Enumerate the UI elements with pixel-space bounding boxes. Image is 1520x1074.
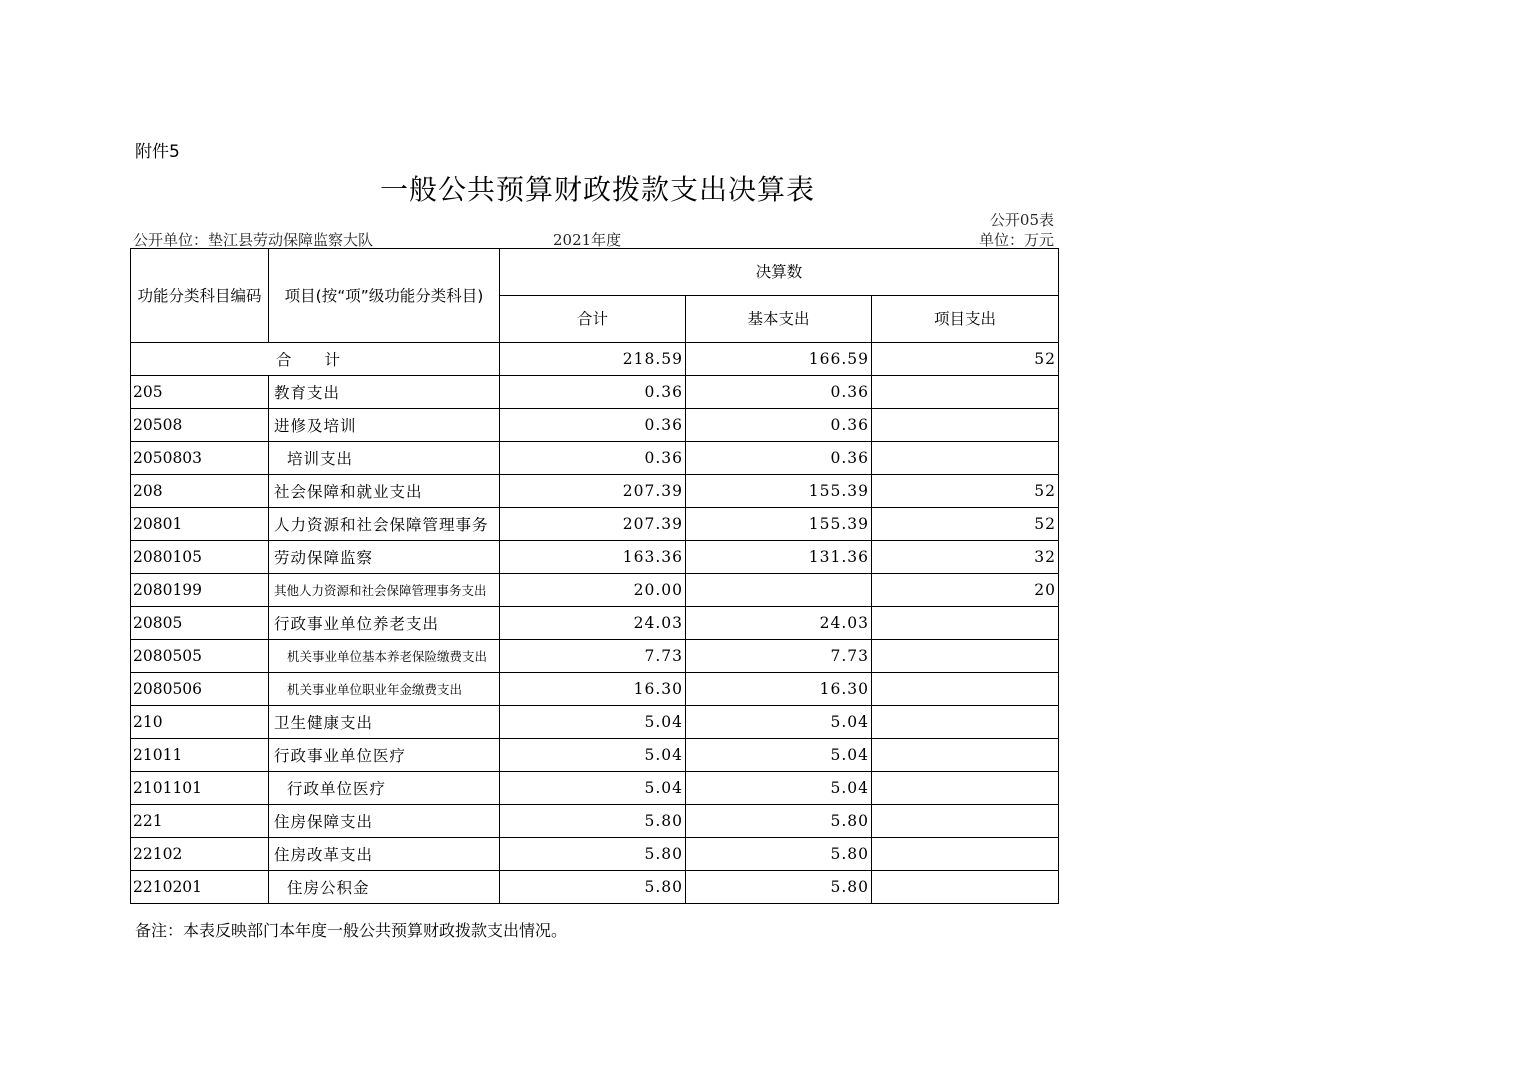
row-item-name: 劳动保障监察 — [269, 541, 500, 574]
row-code: 21011 — [131, 739, 269, 772]
row-basic — [686, 574, 872, 607]
row-item-name: 人力资源和社会保障管理事务 — [269, 508, 500, 541]
row-basic: 16.30 — [686, 673, 872, 706]
row-project — [872, 871, 1059, 904]
total-project: 52 — [872, 343, 1059, 376]
budget-table — [130, 248, 1059, 904]
row-total: 5.80 — [500, 838, 686, 871]
row-item-name: 住房保障支出 — [269, 805, 500, 838]
row-basic: 5.04 — [686, 772, 872, 805]
header-code: 功能分类科目编码 — [131, 249, 269, 343]
row-total: 24.03 — [500, 607, 686, 640]
row-code: 210 — [131, 706, 269, 739]
row-basic: 0.36 — [686, 442, 872, 475]
total-row — [131, 343, 1059, 376]
row-total: 5.80 — [500, 805, 686, 838]
row-total: 5.80 — [500, 871, 686, 904]
row-total: 207.39 — [500, 475, 686, 508]
row-total: 5.04 — [500, 706, 686, 739]
row-total: 0.36 — [500, 409, 686, 442]
row-project — [872, 409, 1059, 442]
row-project: 52 — [872, 508, 1059, 541]
total-label: 合 计 — [131, 343, 500, 376]
table-row — [131, 640, 1059, 673]
row-project — [872, 805, 1059, 838]
row-code: 2080506 — [131, 673, 269, 706]
page-title: 一般公共预算财政拨款支出决算表 — [380, 173, 816, 206]
row-total: 163.36 — [500, 541, 686, 574]
row-item-name: 教育支出 — [269, 376, 500, 409]
row-item-name: 行政事业单位医疗 — [269, 739, 500, 772]
row-basic: 5.80 — [686, 838, 872, 871]
row-item-name: 其他人力资源和社会保障管理事务支出 — [269, 574, 500, 607]
row-project — [872, 706, 1059, 739]
header-total: 合计 — [500, 296, 686, 343]
row-project — [872, 442, 1059, 475]
table-row — [131, 871, 1059, 904]
row-project: 20 — [872, 574, 1059, 607]
row-project: 32 — [872, 541, 1059, 574]
row-project — [872, 838, 1059, 871]
row-basic: 131.36 — [686, 541, 872, 574]
table-row — [131, 541, 1059, 574]
table-row — [131, 376, 1059, 409]
row-project — [872, 673, 1059, 706]
table-row — [131, 475, 1059, 508]
row-basic: 24.03 — [686, 607, 872, 640]
table-row — [131, 838, 1059, 871]
footnote: 备注：本表反映部门本年度一般公共预算财政拨款支出情况。 — [135, 921, 568, 940]
header-item: 项目(按“项”级功能分类科目) — [269, 249, 500, 343]
header-basic: 基本支出 — [686, 296, 872, 343]
currency-unit: 单位：万元 — [978, 231, 1054, 249]
row-basic: 0.36 — [686, 376, 872, 409]
table-row — [131, 607, 1059, 640]
row-code: 221 — [131, 805, 269, 838]
header-final: 决算数 — [500, 249, 1059, 296]
total-amount: 218.59 — [500, 343, 686, 376]
row-item-name: 进修及培训 — [269, 409, 500, 442]
row-item-name: 行政单位医疗 — [269, 772, 500, 805]
table-row — [131, 442, 1059, 475]
table-row — [131, 772, 1059, 805]
table-row — [131, 805, 1059, 838]
row-code: 22102 — [131, 838, 269, 871]
row-item-name: 住房公积金 — [269, 871, 500, 904]
row-project — [872, 772, 1059, 805]
row-code: 2050803 — [131, 442, 269, 475]
row-basic: 5.80 — [686, 871, 872, 904]
table-row — [131, 574, 1059, 607]
row-item-name: 卫生健康支出 — [269, 706, 500, 739]
table-number: 公开05表 — [989, 211, 1054, 229]
row-basic: 0.36 — [686, 409, 872, 442]
row-total: 5.04 — [500, 772, 686, 805]
fiscal-year: 2021年度 — [553, 231, 622, 249]
row-item-name: 机关事业单位职业年金缴费支出 — [269, 673, 500, 706]
row-item-name: 培训支出 — [269, 442, 500, 475]
row-code: 20805 — [131, 607, 269, 640]
row-code: 2080105 — [131, 541, 269, 574]
row-code: 20801 — [131, 508, 269, 541]
row-project — [872, 607, 1059, 640]
row-item-name: 社会保障和就业支出 — [269, 475, 500, 508]
row-code: 2101101 — [131, 772, 269, 805]
row-total: 16.30 — [500, 673, 686, 706]
reporting-unit: 公开单位：垫江县劳动保障监察大队 — [133, 231, 374, 249]
row-basic: 5.04 — [686, 706, 872, 739]
row-code: 2210201 — [131, 871, 269, 904]
table-row — [131, 739, 1059, 772]
table-row — [131, 508, 1059, 541]
row-basic: 5.04 — [686, 739, 872, 772]
row-code: 2080505 — [131, 640, 269, 673]
row-basic: 155.39 — [686, 508, 872, 541]
table-row — [131, 409, 1059, 442]
row-total: 0.36 — [500, 442, 686, 475]
row-total: 207.39 — [500, 508, 686, 541]
row-total: 7.73 — [500, 640, 686, 673]
row-basic: 7.73 — [686, 640, 872, 673]
row-item-name: 行政事业单位养老支出 — [269, 607, 500, 640]
header-row — [131, 249, 1059, 296]
row-code: 20508 — [131, 409, 269, 442]
total-basic: 166.59 — [686, 343, 872, 376]
row-code: 2080199 — [131, 574, 269, 607]
table-row — [131, 706, 1059, 739]
row-project — [872, 640, 1059, 673]
row-item-name: 机关事业单位基本养老保险缴费支出 — [269, 640, 500, 673]
row-item-name: 住房改革支出 — [269, 838, 500, 871]
row-project: 52 — [872, 475, 1059, 508]
row-code: 205 — [131, 376, 269, 409]
row-project — [872, 739, 1059, 772]
row-project — [872, 376, 1059, 409]
row-total: 0.36 — [500, 376, 686, 409]
row-basic: 5.80 — [686, 805, 872, 838]
row-total: 5.04 — [500, 739, 686, 772]
attachment-label: 附件5 — [135, 142, 180, 162]
header-project: 项目支出 — [872, 296, 1059, 343]
row-code: 208 — [131, 475, 269, 508]
row-basic: 155.39 — [686, 475, 872, 508]
row-total: 20.00 — [500, 574, 686, 607]
table-row — [131, 673, 1059, 706]
